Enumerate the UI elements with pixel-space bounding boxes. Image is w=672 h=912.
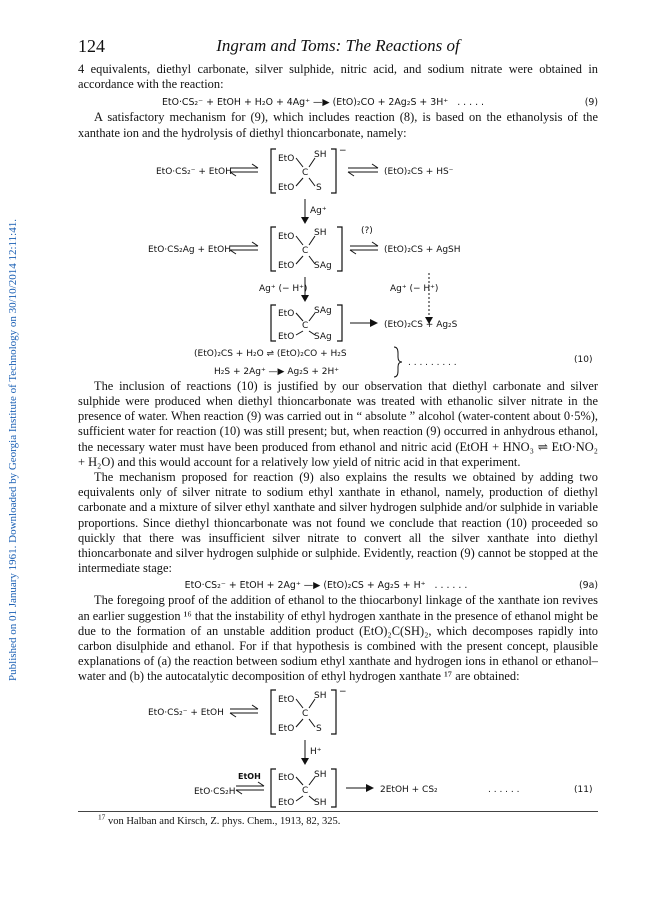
scheme1-row2-right: (EtO)₂CS + AgSH [384,244,461,255]
scheme2-row2-left: EtO·CS₂H [194,786,236,797]
intermediate-bracket-3 [271,305,342,342]
svg-text:C: C [302,320,309,331]
equation-10-dots: . . . . . . . . . [408,357,457,368]
equation-9-text: EtO·CS₂⁻ + EtOH + H₂O + 4Ag⁺ —▶ (EtO)₂CO + 2Ag₂S + 3H⁺ . . . . . [161,97,485,109]
svg-text:C: C [302,708,309,719]
page-header [78,36,598,60]
scheme2-h-label: H⁺ [310,746,322,757]
svg-text:S: S [316,723,322,734]
scheme1-ag-minus-h: Ag⁺ (− H⁺) [259,283,308,294]
svg-text:SH: SH [314,797,327,808]
reaction-scheme-2 [78,685,598,809]
intermediate-bracket-4 [271,687,347,734]
equation-10-line-1: (EtO)₂CS + H₂O ⇌ (EtO)₂CO + H₂S [194,348,347,359]
scheme1-query: (?) [361,225,373,236]
scheme1-ag-label: Ag⁺ [310,205,327,216]
svg-text:EtO: EtO [278,153,295,164]
equilibrium-arrow-3 [230,242,258,254]
equation-9a-text: EtO·CS₂⁻ + EtOH + 2Ag⁺ —▶ (EtO)₂CS + Ag₂S + H⁺ . . . . . . [184,580,468,592]
equilibrium-arrow-4 [350,242,378,254]
svg-text:EtO: EtO [278,772,295,783]
forward-arrow-2 [346,784,374,792]
paragraph-4: The foregoing proof of the addition of ethanol to the thiocarbonyl linkage of the xanthate ion revives an earlier suggestion ¹⁶ that the instability of ethyl hydrogen xanthate in the presence of ethanol might be due to the formation of an unstable addition product (EtO)₂C(SH)₂, which decomposes rapidly into carbon disulphide and ethanol. For if that hypothesis is combined with the present concept, plausible explanations of (a) the reaction between sodium ethyl xanthate and hydrogen ions in ethanol or ethanol–water and (b) the autocatalytic decomposition of ethyl hydrogen xanthate ¹⁷ are obtained: [78,593,598,684]
equation-9 [78,94,598,109]
equilibrium-arrow-2 [348,164,378,176]
svg-text:SH: SH [314,769,327,780]
scheme1-row2-left: EtO·CS₂Ag + EtOH [148,244,231,255]
svg-text:SH: SH [314,227,327,238]
svg-text:EtO: EtO [278,260,295,271]
page-body [78,62,598,829]
svg-text:S: S [316,182,322,193]
scheme2-row2-right: 2EtOH + CS₂ [380,784,438,795]
running-head: Ingram and Toms: The Reactions of [216,36,460,55]
intermediate-bracket-5 [271,769,336,808]
equation-10-line-2: H₂S + 2Ag⁺ —▶ Ag₂S + 2H⁺ [214,366,340,377]
scheme1-row1-right: (EtO)₂CS + HS⁻ [384,166,454,177]
svg-text:−: − [339,145,347,156]
scheme2-etoh-label: EtOH [238,771,261,781]
equation-9a [78,577,598,592]
svg-text:C: C [302,245,309,256]
scheme1-row3-right: (EtO)₂CS + Ag₂S [384,319,458,330]
equation-9a-number: (9a) [578,580,598,592]
scheme1-row1-left: EtO·CS₂⁻ + EtOH [156,166,232,177]
svg-text:C: C [302,785,309,796]
equation-10-number: (10) [574,354,593,365]
svg-text:EtO: EtO [278,694,295,705]
svg-text:EtO: EtO [278,331,295,342]
equilibrium-arrow-1 [230,164,258,176]
svg-text:SH: SH [314,690,327,701]
paragraph-3: The mechanism proposed for reaction (9) also explains the results we obtained by adding two equivalents only of silver nitrate to sodium ethyl xanthate in ethanol, namely, production of diethyl carbonate and a mixture of silver ethyl xanthate and silver hydrogen sulphide and/or sulphide in variable proportions. Since diethyl thioncarbonate was not found we conclude that reaction (10) proceeded so quickly that there was insufficient silver nitrate to convert all the silver xanthate into diethyl thioncarbonate and silver hydrogen sulphide or sulphide. Evidently, reaction (9) cannot be stopped at the intermediate stage: [78,470,598,576]
svg-text:SAg: SAg [314,305,332,316]
svg-text:EtO: EtO [278,231,295,242]
forward-arrow-1 [350,319,378,327]
intermediate-bracket-1 [271,146,347,193]
equilibrium-arrow-6 [236,782,264,794]
equation-9-number: (9) [584,97,598,109]
svg-text:EtO: EtO [278,723,295,734]
svg-text:EtO: EtO [278,308,295,319]
equation-10 [78,345,598,379]
equilibrium-arrow-5 [230,705,258,717]
svg-text:SAg: SAg [314,331,332,342]
footnote-marker: 17 [98,812,106,822]
svg-text:SH: SH [314,149,327,160]
svg-text:EtO: EtO [278,797,295,808]
footnote-rule [78,811,598,812]
equation-11-number: (11) [574,784,593,795]
scheme2-dots: . . . . . . [488,784,520,795]
download-notice[interactable]: Published on 01 January 1961. Downloaded by Georgia Institute of Technology on 30/10/2014 12:11:41. [7,219,19,681]
footnote [78,814,598,829]
reaction-scheme-1 [78,141,598,345]
scheme2-row1-left: EtO·CS₂⁻ + EtOH [148,707,224,718]
page-number: 124 [78,36,105,56]
paragraph-0: 4 equivalents, diethyl carbonate, silver sulphide, nitric acid, and sodium nitrate were obtained in accordance with the reaction: [78,62,598,92]
paragraph-1: A satisfactory mechanism for (9), which includes reaction (8), is based on the ethanolysis of the xanthate ion and the hydrolysis of diethyl thioncarbonate, namely: [78,110,598,140]
svg-text:−: − [339,686,347,697]
svg-text:EtO: EtO [278,182,295,193]
intermediate-bracket-2 [271,227,342,271]
svg-text:SAg: SAg [314,260,332,271]
scheme1-ag-minus-h-2: Ag⁺ (− H⁺) [390,283,439,294]
paragraph-2: The inclusion of reactions (10) is justified by our observation that diethyl carbonate and silver sulphide were produced when diethyl thioncarbonate was treated with ethanolic silver nitrate in the presence of water. When reaction (9) was carried out in “ absolute ” alcohol (water-content about 0·5%), sufficient water for reaction (10) was still present; but, when reaction (9) occurred in anhydrous ethanol, the necessary water must have been produced from ethanol and nitric acid (EtOH + HNO₃ ⇌ EtO·NO₂ + H₂O) and this would account for a relatively low yield of nitric acid in that experiment. [78,378,598,469]
svg-text:C: C [302,167,309,178]
footnote-text: von Halban and Kirsch, Z. phys. Chem., 1913, 82, 325. [107,815,341,827]
